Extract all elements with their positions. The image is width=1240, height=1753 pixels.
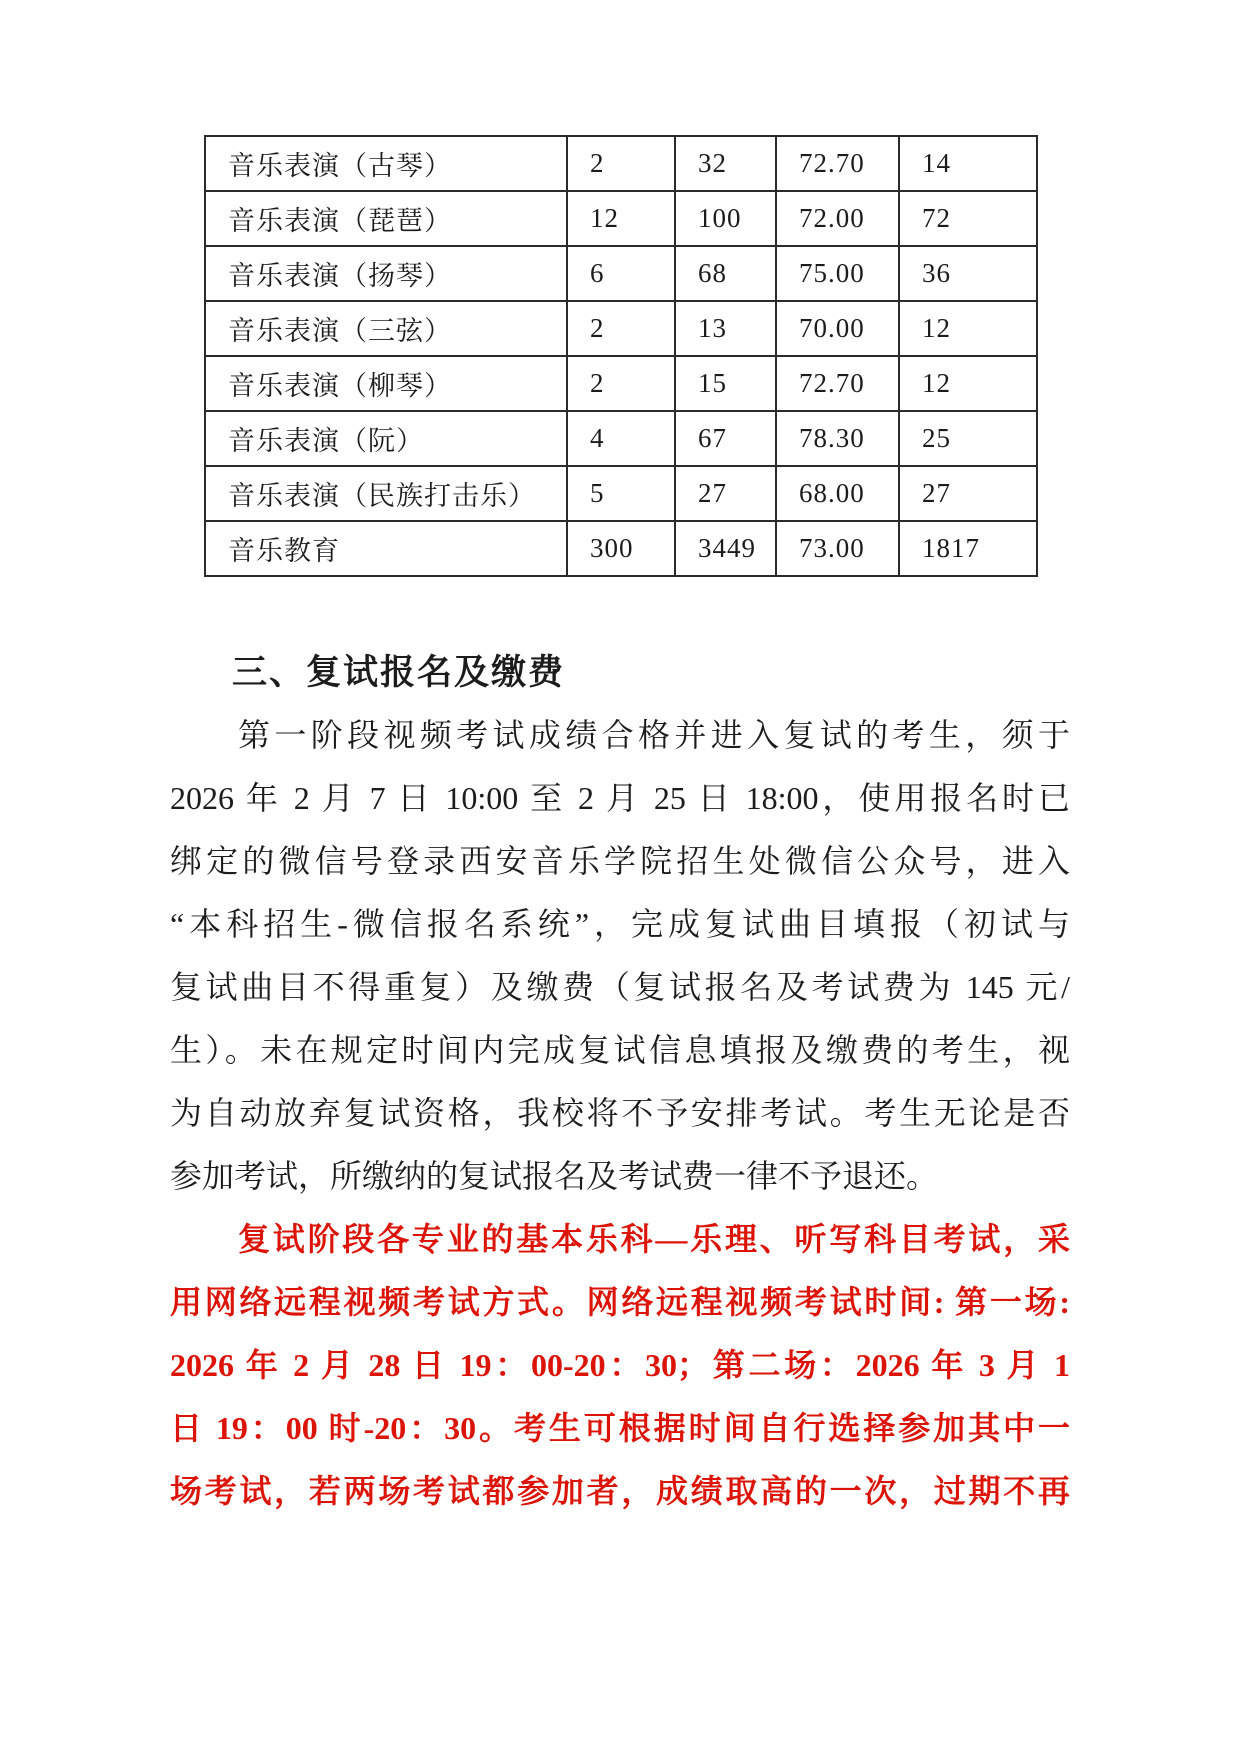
table-cell: 2 xyxy=(567,356,675,411)
table-cell: 音乐表演（柳琴） xyxy=(205,356,567,411)
table-cell: 2 xyxy=(567,136,675,191)
table-cell: 12 xyxy=(567,191,675,246)
table-cell: 3449 xyxy=(675,521,776,576)
table-row xyxy=(205,136,1037,191)
table-cell: 4 xyxy=(567,411,675,466)
text-line: 绑定的微信号登录西安音乐学院招生处微信公众号，进入 xyxy=(170,843,1070,879)
text-line: 2026 年 2 月 28 日 19：00-20：30；第二场：2026 年 3 月 1 xyxy=(170,1347,1070,1383)
text-line: 场考试，若两场考试都参加者，成绩取高的一次，过期不再 xyxy=(170,1473,1070,1509)
text-line: 参加考试，所缴纳的复试报名及考试费一律不予退还。 xyxy=(170,1158,939,1194)
table-cell: 100 xyxy=(675,191,776,246)
text-line: 用网络远程视频考试方式。网络远程视频考试时间: 第一场: xyxy=(170,1284,1070,1320)
table-cell: 音乐表演（阮） xyxy=(205,411,567,466)
text-line: 第一阶段视频考试成绩合格并进入复试的考生，须于 xyxy=(238,717,1070,753)
text-line: “本科招生-微信报名系统”，完成复试曲目填报（初试与 xyxy=(170,906,1070,942)
table-cell: 5 xyxy=(567,466,675,521)
table-cell: 1817 xyxy=(899,521,1037,576)
table-cell: 68 xyxy=(675,246,776,301)
table-cell: 36 xyxy=(899,246,1037,301)
text-line: 为自动放弃复试资格，我校将不予安排考试。考生无论是否 xyxy=(170,1095,1070,1131)
table-row xyxy=(205,246,1037,301)
table-cell: 70.00 xyxy=(776,301,899,356)
table-cell: 音乐表演（民族打击乐） xyxy=(205,466,567,521)
table-cell: 300 xyxy=(567,521,675,576)
text-line: 生）。未在规定时间内完成复试信息填报及缴费的考生，视 xyxy=(170,1032,1070,1068)
table-cell: 2 xyxy=(567,301,675,356)
table-cell: 32 xyxy=(675,136,776,191)
table-cell: 78.30 xyxy=(776,411,899,466)
red-paragraph xyxy=(170,1208,1070,1523)
black-paragraph xyxy=(170,704,1070,1208)
table-cell: 音乐表演（三弦） xyxy=(205,301,567,356)
table-cell: 72.70 xyxy=(776,356,899,411)
table-cell: 音乐表演（琵琶） xyxy=(205,191,567,246)
section-heading: 三、复试报名及缴费 xyxy=(232,653,566,692)
text-line: 复试阶段各专业的基本乐科—乐理、听写科目考试，采 xyxy=(238,1221,1070,1257)
table-cell: 73.00 xyxy=(776,521,899,576)
table-row xyxy=(205,191,1037,246)
text-line: 日 19：00 时-20：30。考生可根据时间自行选择参加其中一 xyxy=(170,1410,1070,1446)
score-table xyxy=(204,135,1038,577)
text-line: 复试曲目不得重复）及缴费（复试报名及考试费为 145 元/ xyxy=(170,969,1070,1005)
table-row xyxy=(205,356,1037,411)
table-cell: 68.00 xyxy=(776,466,899,521)
table-cell: 14 xyxy=(899,136,1037,191)
table-cell: 12 xyxy=(899,301,1037,356)
text-flow xyxy=(170,641,1070,1523)
table-cell: 音乐表演（古琴） xyxy=(205,136,567,191)
table-row xyxy=(205,411,1037,466)
score-table-body xyxy=(205,136,1037,576)
text-line: 2026 年 2 月 7 日 10:00 至 2 月 25 日 18:00，使用报名时已 xyxy=(170,780,1070,816)
table-cell: 72.70 xyxy=(776,136,899,191)
table-cell: 67 xyxy=(675,411,776,466)
table-cell: 27 xyxy=(675,466,776,521)
table-cell: 25 xyxy=(899,411,1037,466)
table-cell: 27 xyxy=(899,466,1037,521)
table-cell: 13 xyxy=(675,301,776,356)
table-row xyxy=(205,521,1037,576)
table-cell: 12 xyxy=(899,356,1037,411)
table-cell: 72.00 xyxy=(776,191,899,246)
table-row xyxy=(205,466,1037,521)
table-cell: 音乐表演（扬琴） xyxy=(205,246,567,301)
table-cell: 6 xyxy=(567,246,675,301)
table-cell: 72 xyxy=(899,191,1037,246)
table-cell: 75.00 xyxy=(776,246,899,301)
table-cell: 音乐教育 xyxy=(205,521,567,576)
table-row xyxy=(205,301,1037,356)
table-cell: 15 xyxy=(675,356,776,411)
